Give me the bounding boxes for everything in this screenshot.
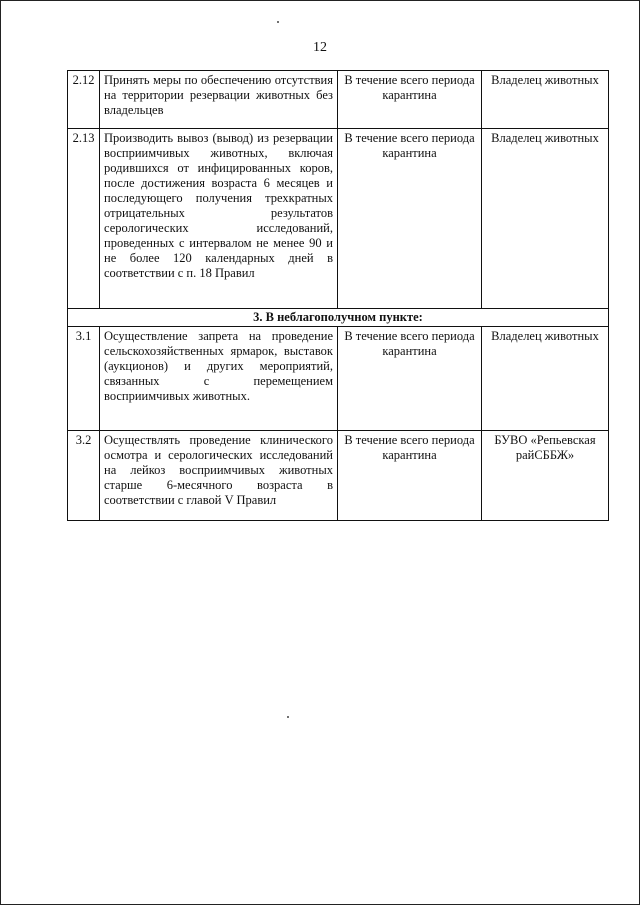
row-action: Производить вывоз (вывод) из резервации восприимчивых животных, включая родившихся от инфицированных коров, после достижения возраста 6 месяцев и последующего получения трехкратных отрицательных результатов серологических исследований, проведенных с интервалом не менее 90 и не более 120 календарных дней в соответствии с п. 18 Правил: [100, 129, 338, 309]
measures-table: [67, 70, 609, 521]
row-number: 2.13: [68, 129, 100, 309]
section-title: 3. В неблагополучном пункте:: [68, 309, 609, 327]
row-term: В течение всего периода карантина: [338, 327, 482, 431]
table-row: [68, 431, 609, 521]
row-responsible: Владелец животных: [482, 129, 609, 309]
scan-speck: [287, 716, 289, 718]
row-action: Принять меры по обеспечению отсутствия на территории резервации животных без владельцев: [100, 71, 338, 129]
row-term: В течение всего периода карантина: [338, 431, 482, 521]
row-responsible: Владелец животных: [482, 71, 609, 129]
row-action: Осуществлять проведение клинического осмотра и серологических исследований на лейкоз восприимчивых животных старше 6-месячного возраста в соответствии с главой V Правил: [100, 431, 338, 521]
row-number: 3.2: [68, 431, 100, 521]
page-number: 12: [313, 40, 327, 55]
row-number: 3.1: [68, 327, 100, 431]
section-header-row: [68, 309, 609, 327]
row-term: В течение всего периода карантина: [338, 129, 482, 309]
table-row: [68, 71, 609, 129]
row-responsible: Владелец животных: [482, 327, 609, 431]
scan-speck: [277, 21, 279, 23]
row-number: 2.12: [68, 71, 100, 129]
row-responsible: БУВО «Репьевская райСББЖ»: [482, 431, 609, 521]
table-row: [68, 327, 609, 431]
row-action: Осуществление запрета на проведение сельскохозяйственных ярмарок, выставок (аукционов) и других мероприятий, связанных с перемещением восприимчивых животных.: [100, 327, 338, 431]
table-row: [68, 129, 609, 309]
row-term: В течение всего периода карантина: [338, 71, 482, 129]
